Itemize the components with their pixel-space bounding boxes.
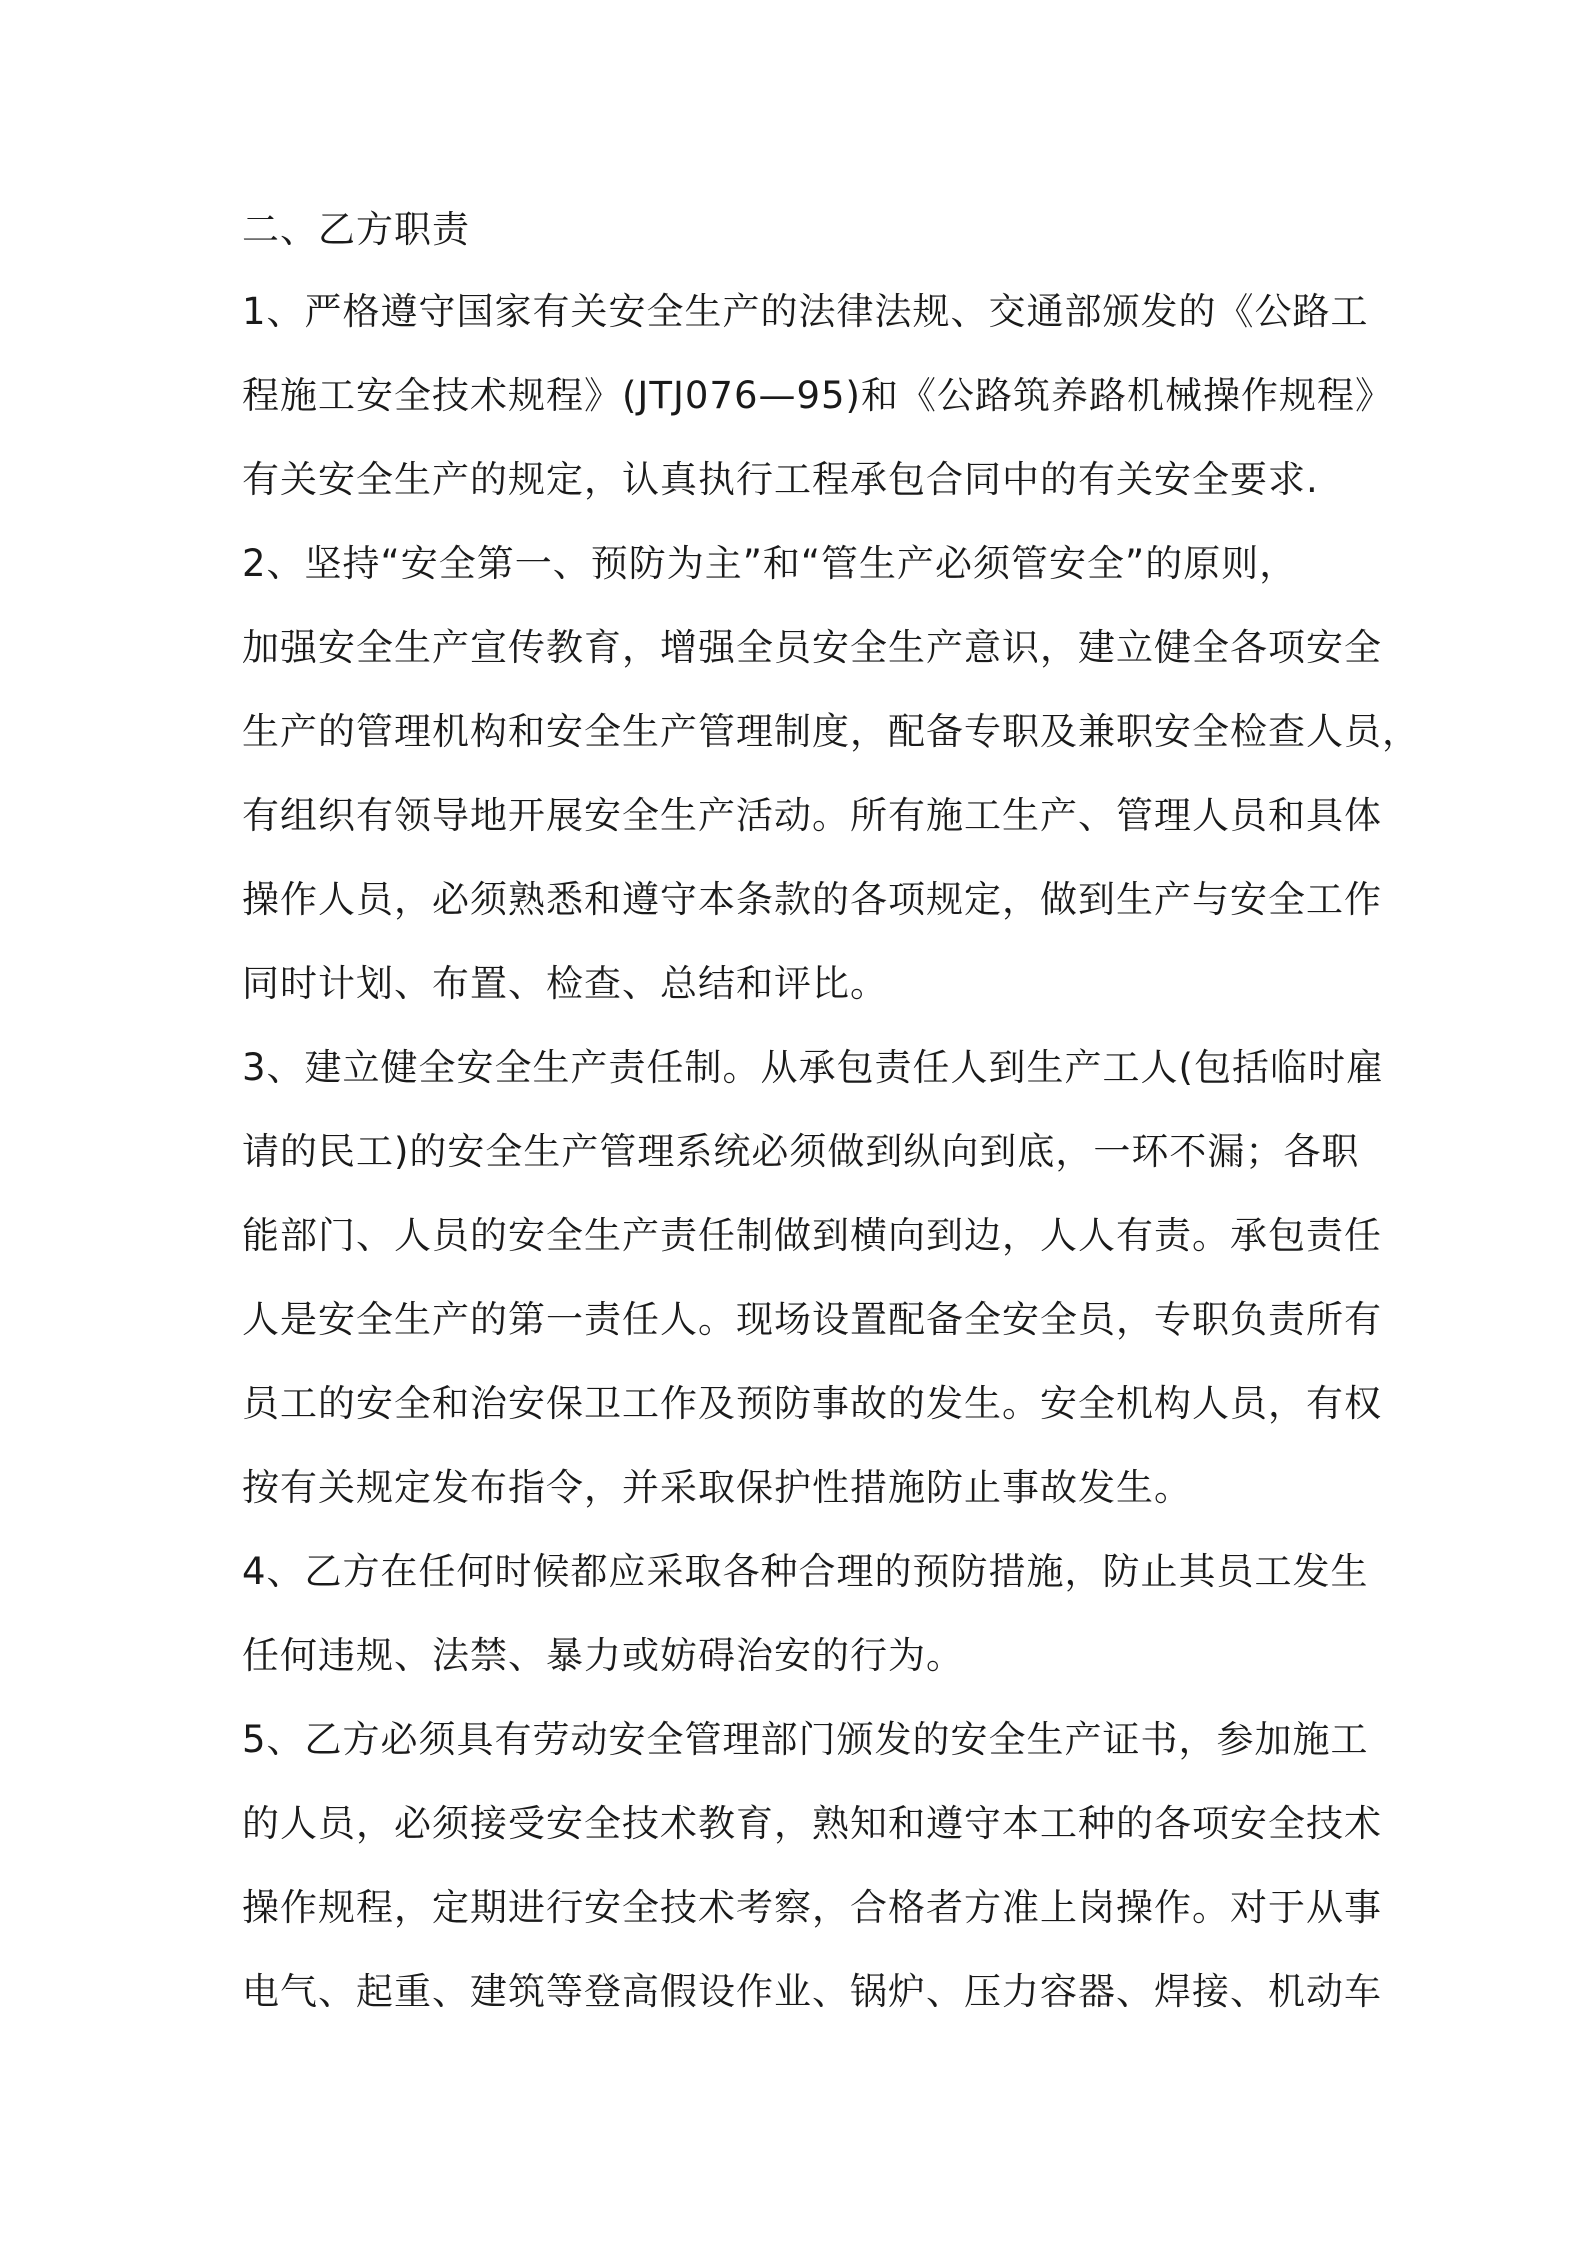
text-line: 操作规程，定期进行安全技术考察，合格者方准上岗操作。对于从事 [242, 1886, 1382, 1929]
text-line: 的人员，必须接受安全技术教育，熟知和遵守本工种的各项安全技术 [242, 1802, 1382, 1845]
section-heading: 二、乙方职责 [242, 208, 470, 251]
text-line: 操作人员，必须熟悉和遵守本条款的各项规定，做到生产与安全工作 [242, 878, 1382, 921]
text-line: 人是安全生产的第一责任人。现场设置配备全安全员，专职负责所有 [242, 1298, 1382, 1341]
text-line: 程施工安全技术规程》(JTJ076—95)和《公路筑养路机械操作规程》 [242, 374, 1393, 417]
text-line: 2、坚持“安全第一、预防为主”和“管生产必须管安全”的原则， [242, 542, 1298, 585]
text-line: 电气、起重、建筑等登高假设作业、锅炉、压力容器、焊接、机动车 [242, 1970, 1382, 2013]
text-line: 员工的安全和治安保卫工作及预防事故的发生。安全机构人员，有权 [242, 1382, 1382, 1425]
text-line: 加强安全生产宣传教育，增强全员安全生产意识，建立健全各项安全 [242, 626, 1382, 669]
text-line: 5、乙方必须具有劳动安全管理部门颁发的安全生产证书，参加施工 [242, 1718, 1369, 1761]
text-line: 生产的管理机构和安全生产管理制度，配备专职及兼职安全检查人员， [242, 710, 1420, 753]
text-line: 同时计划、布置、检查、总结和评比。 [242, 962, 888, 1005]
document-body [242, 200, 1420, 2046]
text-line: 3、建立健全安全生产责任制。从承包责任人到生产工人(包括临时雇 [242, 1046, 1384, 1089]
text-line: 有关安全生产的规定，认真执行工程承包合同中的有关安全要求. [242, 458, 1319, 501]
text-line: 4、乙方在任何时候都应采取各种合理的预防措施，防止其员工发生 [242, 1550, 1369, 1593]
text-line: 1、严格遵守国家有关安全生产的法律法规、交通部颁发的《公路工 [242, 290, 1369, 333]
text-line: 有组织有领导地开展安全生产活动。所有施工生产、管理人员和具体 [242, 794, 1382, 837]
text-line: 按有关规定发布指令，并采取保护性措施防止事故发生。 [242, 1466, 1192, 1509]
text-line: 能部门、人员的安全生产责任制做到横向到边，人人有责。承包责任 [242, 1214, 1382, 1257]
text-line: 请的民工)的安全生产管理系统必须做到纵向到底，一环不漏；各职 [242, 1130, 1360, 1173]
text-line: 任何违规、法禁、暴力或妨碍治安的行为。 [242, 1634, 964, 1677]
